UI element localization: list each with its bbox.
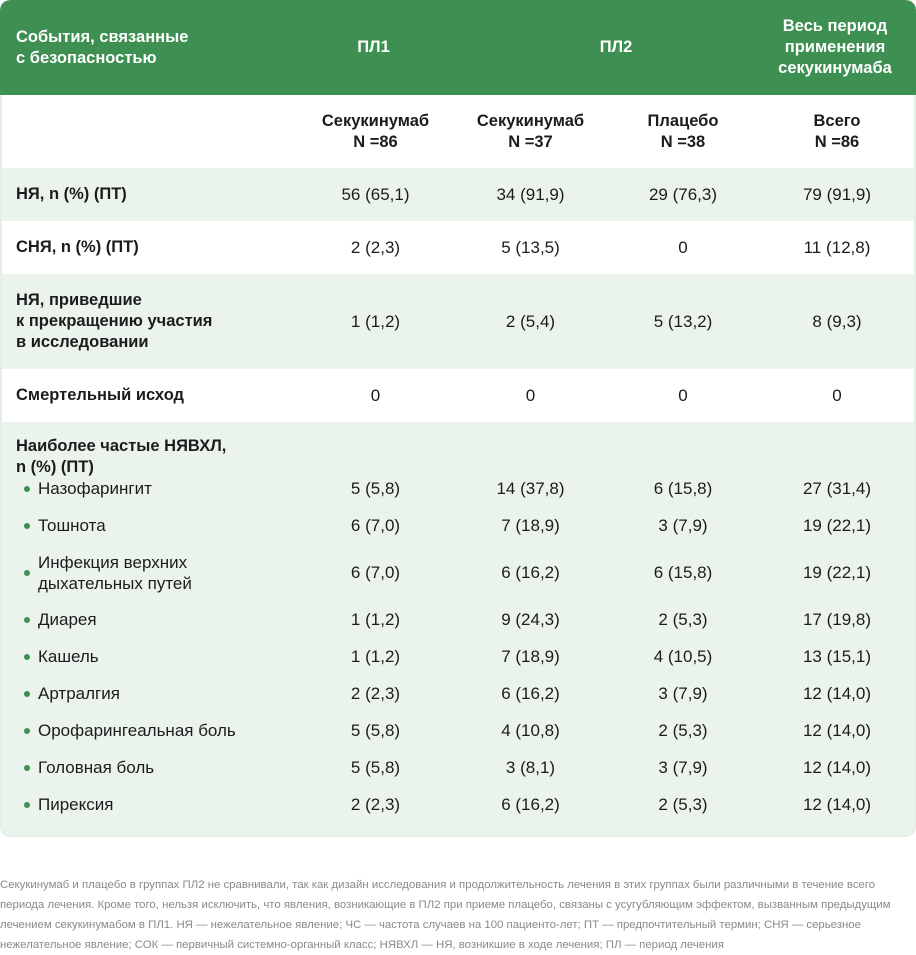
cell-value: 3 (7,9) xyxy=(658,757,708,777)
cell-value: 0 xyxy=(678,385,688,405)
list-item xyxy=(2,749,914,786)
cell-value: 19 (22,1) xyxy=(802,515,872,535)
header-whole-period xyxy=(760,0,910,95)
row-label: НЯ, n (%) (ПТ) xyxy=(16,185,127,203)
cell-value: 19 (22,1) xyxy=(802,562,872,582)
cell-value: 5 (5,8) xyxy=(350,757,401,777)
cell-value: 6 (15,8) xyxy=(653,478,713,498)
cell-value: 1 (1,2) xyxy=(350,311,401,331)
cell-value: 8 (9,3) xyxy=(812,311,862,331)
cell-value: 5 (13,2) xyxy=(653,311,713,331)
header-all-line2: применения xyxy=(784,38,886,56)
bullet-icon xyxy=(24,802,30,808)
subheader-col1-name: Секукинумаб xyxy=(321,111,430,130)
cell-value: 2 (2,3) xyxy=(350,237,401,257)
cell-value: 0 xyxy=(832,385,842,405)
cell-value: 2 (5,3) xyxy=(658,794,708,814)
cell-value: 56 (65,1) xyxy=(341,184,410,204)
item-label: Назофарингит xyxy=(38,479,152,498)
list-item xyxy=(2,712,914,749)
row-label: Смертельный исход xyxy=(16,386,185,404)
table-row xyxy=(2,274,914,369)
cell-value: 1 (1,2) xyxy=(350,609,401,629)
cell-value: 5 (5,8) xyxy=(350,478,401,498)
item-label: Головная боль xyxy=(38,758,155,777)
cell-value: 79 (91,9) xyxy=(802,184,872,204)
row-label-line2: к прекращению участия xyxy=(16,312,213,330)
item-label: Тошнота xyxy=(38,516,106,535)
subheader-col2-name: Секукинумаб xyxy=(476,111,585,130)
item-label: Артралгия xyxy=(38,684,120,703)
row-label-line3: в исследовании xyxy=(16,333,149,351)
footnote: Секукинумаб и плацебо в группах ПЛ2 не сравнивали, так как дизайн исследования и продолжительность лечения в этих группах были различными в течение всего периода лечения. Кроме того, нельзя исключить, что явления, возникающие в ПЛ2 при приеме плацебо, связаны с усугубляющим эффектом, вызванным предыдущим лечением секукинумабом в ПЛ1. НЯ — нежелательное явление; ЧС — частота случаев на 100 пациенто-лет; ПТ — предпочтительный термин; СНЯ — серьезное нежелательное явление; СОК — первичный системно-органный класс; НЯВХЛ — НЯ, возникшие в ходе лечения; ПЛ — период лечения xyxy=(0,879,891,951)
subheader-col3 xyxy=(608,111,758,153)
list-item xyxy=(2,675,914,712)
list-item xyxy=(2,601,914,638)
cell-value: 3 (8,1) xyxy=(505,757,556,777)
table-row xyxy=(2,369,914,422)
subheader-col4-n: N =86 xyxy=(814,132,860,151)
cell-value: 7 (18,9) xyxy=(501,646,560,666)
cell-value: 11 (12,8) xyxy=(803,237,871,257)
item-label xyxy=(38,552,192,594)
item-label: Орофарингеальная боль xyxy=(38,721,236,740)
cell-value: 12 (14,0) xyxy=(802,720,872,740)
cell-value: 13 (15,1) xyxy=(802,646,872,666)
cell-value: 2 (5,3) xyxy=(658,609,708,629)
cell-value: 27 (31,4) xyxy=(802,478,872,498)
subheader-col4 xyxy=(762,111,912,153)
cell-value: 17 (19,8) xyxy=(802,609,872,629)
cell-value: 9 (24,3) xyxy=(501,609,560,629)
item-label: Кашель xyxy=(38,647,99,666)
cell-value: 2 (5,4) xyxy=(505,311,556,331)
subheader-col4-name: Всего xyxy=(813,111,861,130)
cell-value: 12 (14,0) xyxy=(802,757,872,777)
bullet-icon xyxy=(24,617,30,623)
bullet-icon xyxy=(24,570,30,576)
row-label xyxy=(16,290,306,353)
header-pl2: ПЛ2 xyxy=(599,38,633,56)
cell-value: 2 (2,3) xyxy=(350,794,401,814)
list-item xyxy=(2,786,914,823)
cell-value: 6 (16,2) xyxy=(501,794,560,814)
cell-value: 34 (91,9) xyxy=(496,184,565,204)
bullet-icon xyxy=(24,728,30,734)
cell-value: 14 (37,8) xyxy=(496,478,565,498)
subheader-row xyxy=(2,95,914,168)
cell-value: 2 (5,3) xyxy=(658,720,708,740)
subheader-col2-n: N =37 xyxy=(508,132,553,151)
header-events xyxy=(16,0,296,95)
list-item xyxy=(2,470,914,507)
list-item xyxy=(2,638,914,675)
cell-value: 1 (1,2) xyxy=(350,646,401,666)
cell-value: 12 (14,0) xyxy=(802,683,872,703)
bullet-icon xyxy=(24,486,30,492)
subheader-col1-n: N =86 xyxy=(353,132,398,151)
item-label: Пирексия xyxy=(38,795,114,814)
cell-value: 4 (10,5) xyxy=(653,646,713,666)
subheader-col3-n: N =38 xyxy=(660,132,706,151)
cell-value: 3 (7,9) xyxy=(658,515,708,535)
cell-value: 0 xyxy=(678,237,688,257)
cell-value: 6 (7,0) xyxy=(350,562,401,582)
cell-value: 5 (13,5) xyxy=(501,237,560,257)
cell-value: 0 xyxy=(370,385,381,405)
list-item xyxy=(2,544,914,601)
cell-value: 6 (7,0) xyxy=(350,515,401,535)
table-row xyxy=(2,168,914,221)
cell-value: 4 (10,8) xyxy=(501,720,560,740)
cell-value: 29 (76,3) xyxy=(648,184,718,204)
group-title xyxy=(2,422,914,476)
bullet-icon xyxy=(24,523,30,529)
cell-value: 2 (2,3) xyxy=(350,683,401,703)
header-events-line1: События, связанные xyxy=(16,27,189,46)
cell-value: 6 (15,8) xyxy=(653,562,713,582)
header-pl1: ПЛ1 xyxy=(357,38,390,56)
table-body xyxy=(0,95,916,837)
item-label: Диарея xyxy=(38,610,97,629)
subheader-col1 xyxy=(298,111,453,153)
item-label-line2: дыхательных путей xyxy=(38,573,192,593)
cell-value: 6 (16,2) xyxy=(501,562,560,582)
header-all-line3: секукинумаба xyxy=(778,59,892,77)
table-row xyxy=(2,221,914,274)
header-all-line1: Весь период xyxy=(782,17,888,35)
table-header xyxy=(0,0,916,95)
frequent-teae-group xyxy=(2,422,914,835)
list-item xyxy=(2,507,914,544)
cell-value: 5 (5,8) xyxy=(350,720,401,740)
subheader-col3-name: Плацебо xyxy=(647,111,719,130)
row-label-line1: НЯ, приведшие xyxy=(16,291,142,309)
group-title-line2: n (%) (ПТ) xyxy=(16,458,94,476)
cell-value: 0 xyxy=(525,385,536,405)
bullet-icon xyxy=(24,691,30,697)
cell-value: 3 (7,9) xyxy=(658,683,708,703)
bullet-icon xyxy=(24,765,30,771)
bullet-icon xyxy=(24,654,30,660)
row-label: СНЯ, n (%) (ПТ) xyxy=(16,238,139,256)
cell-value: 7 (18,9) xyxy=(501,515,560,535)
header-events-line2: с безопасностью xyxy=(16,48,157,67)
item-label-line1: Инфекция верхних xyxy=(38,552,188,572)
cell-value: 12 (14,0) xyxy=(802,794,872,814)
group-title-line1: Наиболее частые НЯВХЛ, xyxy=(16,437,227,455)
cell-value: 6 (16,2) xyxy=(501,683,560,703)
subheader-col2 xyxy=(453,111,608,153)
